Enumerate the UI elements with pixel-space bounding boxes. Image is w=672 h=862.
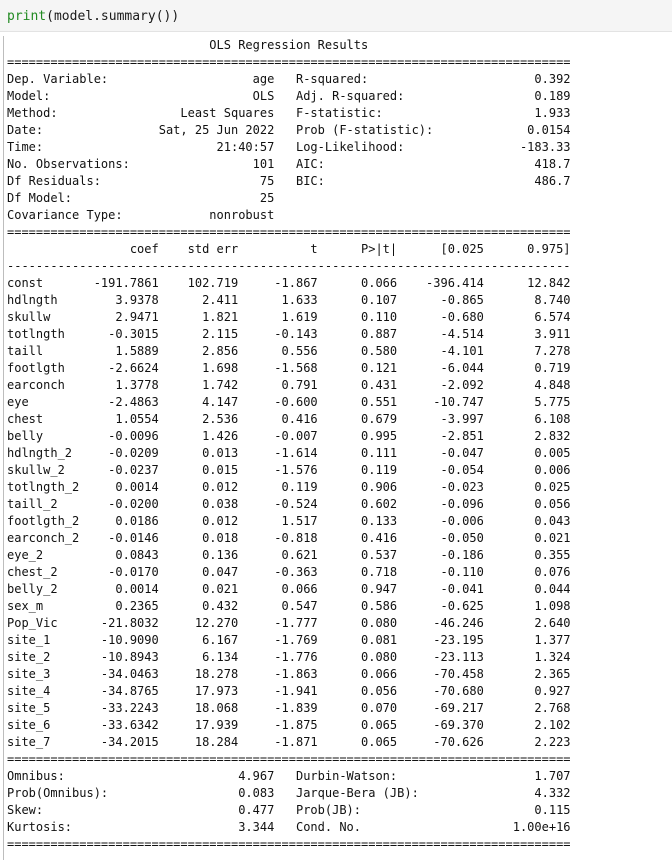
- summary-line: ==============================================================================: [7, 752, 571, 766]
- summary-line: Omnibus: 4.967 Durbin-Watson: 1.707: [7, 769, 571, 783]
- output-left-border: [3, 36, 4, 860]
- summary-line: Dep. Variable: age R-squared: 0.392: [7, 72, 571, 86]
- summary-line: ==============================================================================: [7, 837, 571, 851]
- summary-line: taill 1.5889 2.856 0.556 0.580 -4.101 7.278: [7, 344, 571, 358]
- summary-line: Df Residuals: 75 BIC: 486.7: [7, 174, 571, 188]
- summary-line: site_5 -33.2243 18.068 -1.839 0.070 -69.217 2.768: [7, 701, 571, 715]
- code-cell-input[interactable]: [0, 0, 672, 32]
- summary-line: skullw 2.9471 1.821 1.619 0.110 -0.680 6.574: [7, 310, 571, 324]
- cell-output: [0, 32, 672, 862]
- summary-line: Covariance Type: nonrobust: [7, 208, 571, 222]
- summary-line: site_3 -34.0463 18.278 -1.863 0.066 -70.458 2.365: [7, 667, 571, 681]
- summary-line: No. Observations: 101 AIC: 418.7: [7, 157, 571, 171]
- summary-line: footlgth -2.6624 1.698 -1.568 0.121 -6.044 0.719: [7, 361, 571, 375]
- summary-line: earconch_2 -0.0146 0.018 -0.818 0.416 -0.050 0.021: [7, 531, 571, 545]
- summary-line: site_2 -10.8943 6.134 -1.776 0.080 -23.113 1.324: [7, 650, 571, 664]
- summary-line: OLS Regression Results: [7, 38, 571, 52]
- summary-line: eye -2.4863 4.147 -0.600 0.551 -10.747 5.775: [7, 395, 571, 409]
- summary-line: eye_2 0.0843 0.136 0.621 0.537 -0.186 0.355: [7, 548, 571, 562]
- summary-line: totlngth_2 0.0014 0.012 0.119 0.906 -0.023 0.025: [7, 480, 571, 494]
- ols-summary-text: [7, 37, 571, 853]
- summary-line: sex_m 0.2365 0.432 0.547 0.586 -0.625 1.098: [7, 599, 571, 613]
- summary-line: site_6 -33.6342 17.939 -1.875 0.065 -69.370 2.102: [7, 718, 571, 732]
- summary-line: Df Model: 25: [7, 191, 571, 205]
- code-function-name: print: [7, 9, 47, 24]
- summary-line: ==============================================================================: [7, 225, 571, 239]
- summary-line: Kurtosis: 3.344 Cond. No. 1.00e+16: [7, 820, 571, 834]
- summary-line: const -191.7861 102.719 -1.867 0.066 -396.414 12.842: [7, 276, 571, 290]
- summary-line: earconch 1.3778 1.742 0.791 0.431 -2.092 4.848: [7, 378, 571, 392]
- summary-line: totlngth -0.3015 2.115 -0.143 0.887 -4.514 3.911: [7, 327, 571, 341]
- summary-line: Date: Sat, 25 Jun 2022 Prob (F-statistic): 0.0154: [7, 123, 571, 137]
- summary-line: chest_2 -0.0170 0.047 -0.363 0.718 -0.110 0.076: [7, 565, 571, 579]
- summary-line: belly -0.0096 1.426 -0.007 0.995 -2.851 2.832: [7, 429, 571, 443]
- summary-line: site_7 -34.2015 18.284 -1.871 0.065 -70.626 2.223: [7, 735, 571, 749]
- summary-line: site_4 -34.8765 17.973 -1.941 0.056 -70.680 0.927: [7, 684, 571, 698]
- summary-line: belly_2 0.0014 0.021 0.066 0.947 -0.041 0.044: [7, 582, 571, 596]
- summary-line: Skew: 0.477 Prob(JB): 0.115: [7, 803, 571, 817]
- summary-line: taill_2 -0.0200 0.038 -0.524 0.602 -0.096 0.056: [7, 497, 571, 511]
- summary-line: Model: OLS Adj. R-squared: 0.189: [7, 89, 571, 103]
- summary-line: Method: Least Squares F-statistic: 1.933: [7, 106, 571, 120]
- summary-line: site_1 -10.9090 6.167 -1.769 0.081 -23.195 1.377: [7, 633, 571, 647]
- summary-line: Time: 21:40:57 Log-Likelihood: -183.33: [7, 140, 571, 154]
- summary-line: hdlngth_2 -0.0209 0.013 -1.614 0.111 -0.047 0.005: [7, 446, 571, 460]
- code-text[interactable]: [7, 9, 179, 24]
- summary-line: coef std err t P>|t| [0.025 0.975]: [7, 242, 571, 256]
- summary-line: chest 1.0554 2.536 0.416 0.679 -3.997 6.108: [7, 412, 571, 426]
- code-arguments: (model.summary()): [46, 9, 180, 24]
- summary-line: Pop_Vic -21.8032 12.270 -1.777 0.080 -46.246 2.640: [7, 616, 571, 630]
- summary-line: ==============================================================================: [7, 55, 571, 69]
- summary-line: skullw_2 -0.0237 0.015 -1.576 0.119 -0.054 0.006: [7, 463, 571, 477]
- summary-line: ------------------------------------------------------------------------------: [7, 259, 571, 273]
- summary-line: footlgth_2 0.0186 0.012 1.517 0.133 -0.006 0.043: [7, 514, 571, 528]
- summary-line: hdlngth 3.9378 2.411 1.633 0.107 -0.865 8.740: [7, 293, 571, 307]
- summary-line: Prob(Omnibus): 0.083 Jarque-Bera (JB): 4.332: [7, 786, 571, 800]
